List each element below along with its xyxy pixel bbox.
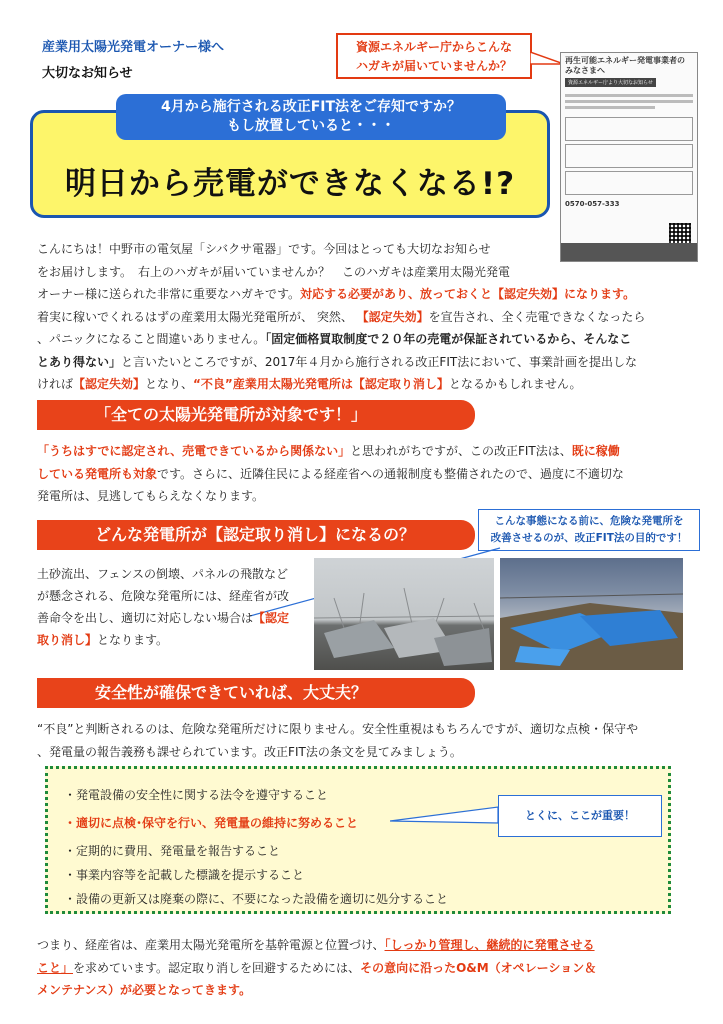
highlight-text: 「うちはすでに認定され、売電できているから関係ない」	[37, 444, 351, 458]
text-run: となります。	[97, 633, 169, 647]
postcard-title	[561, 53, 697, 76]
text-line	[37, 306, 687, 329]
text-run: と思われがちですが、この改正FIT法は、	[350, 444, 572, 458]
callout-arrow	[530, 50, 564, 70]
text-run: オーナー様に送られた非常に重要なハガキです。	[37, 287, 301, 301]
closing-paragraph	[37, 934, 687, 1002]
text-run: つまり、経産省は、産業用太陽光発電所を基幹電源と位置づけ、	[37, 938, 385, 952]
text-line	[37, 440, 687, 463]
text-line	[37, 283, 687, 306]
tarp-covered-slope-photo	[500, 558, 683, 670]
section-heading-all-plants: 「全ての太陽光発電所が対象です！」	[37, 400, 475, 430]
text-run: となり、	[145, 377, 194, 391]
highlight-text: こと」	[37, 960, 74, 975]
intro-paragraph	[37, 238, 687, 396]
text-line	[37, 351, 687, 374]
section-heading-safety: 安全性が確保できていれば、大丈夫？	[37, 678, 475, 708]
section1-paragraph	[37, 440, 687, 508]
text-line	[37, 373, 687, 396]
postcard-section	[565, 117, 693, 141]
purpose-bubble	[478, 509, 700, 551]
postcard-phone: 0570-057-333	[565, 200, 620, 208]
postcard-image	[560, 52, 698, 262]
text-line: 発電所は、見逃してもらえなくなります。	[37, 489, 265, 503]
highlight-text: 既に稼働	[571, 444, 620, 458]
text-run: となるかもしれません。	[448, 377, 582, 391]
postcard-title-line: 再生可能エネルギー発電事業者の	[565, 56, 685, 65]
subtitle-line: もし放置していると・・・	[227, 118, 395, 134]
text-run: です。さらに、近隣住民による経産省への通報制度も整備されたので、過度に不適切な	[157, 466, 624, 481]
rule-item: ・定期的に費用、発電量を報告すること	[64, 844, 281, 858]
section-heading-revocation: どんな発電所が【認定取り消し】になるの？	[37, 520, 475, 550]
subtitle-box	[116, 94, 506, 140]
text-line: 土砂流出、フェンスの倒壊、パネルの飛散など	[37, 567, 289, 581]
highlight-text: 【認定	[253, 611, 290, 625]
highlight-text: している発電所も対象	[37, 466, 158, 481]
text-run: を宣告され、全く売電できなくなったら	[428, 309, 646, 324]
postcard-callout	[336, 33, 532, 79]
text-line	[37, 934, 687, 957]
highlight-text: 【認定失効】	[356, 309, 429, 324]
text-line: “不良”と判断されるのは、危険な発電所だけに限りません。安全性重視はもちろんですが、適切な点検・保守や	[37, 722, 639, 736]
postcard-sub: 資源エネルギー庁より大切なお知らせ	[565, 78, 656, 87]
bold-text: 「固定価格買取制度で２０年の売電が保証されているから、そんなこ	[265, 332, 632, 346]
postcard-text-lines	[561, 89, 697, 114]
bold-text: とあり得ない」	[37, 354, 122, 369]
text-line	[37, 328, 687, 351]
text-run: を求めています。認定取り消しを回避するためには、	[73, 960, 361, 975]
subtitle-line: 4月から施行される改正FIT法をご存知ですか？	[160, 99, 462, 115]
section3-paragraph	[37, 718, 687, 763]
important-bubble: とくに、ここが重要！	[498, 795, 662, 837]
collapsed-panels-illustration	[314, 558, 494, 670]
rule-item: ・発電設備の安全性に関する法令を遵守すること	[64, 788, 329, 802]
text-run: と言いたいところですが、2017年４月から施行される改正FIT法において、事業計画を提出しな	[121, 354, 637, 369]
highlight-text: “不良”産業用太陽光発電所は【認定取り消し】	[193, 377, 449, 391]
rule-item: ・事業内容等を記載した標識を提示すること	[64, 868, 305, 882]
text-line: が懸念される、危険な発電所には、経産省が改	[37, 589, 290, 603]
text-line	[37, 607, 307, 629]
postcard-section	[565, 171, 693, 195]
text-run: 善命令を出し、適切に対応しない場合は	[37, 611, 254, 625]
postcard-section	[565, 144, 693, 168]
text-line: をお届けします。 右上のハガキが届いていませんか？ このハガキは産業用太陽光発電	[37, 264, 511, 279]
rule-item-important: ・適切に点検･保守を行い、発電量の維持に努めること	[64, 816, 359, 830]
highlight-text: 対応する必要があり、放っておくと【認定失効】になります。	[300, 287, 636, 301]
collapsed-panels-photo	[314, 558, 494, 670]
text-run: 、パニックになること間違いありません。	[37, 332, 266, 346]
important-pointer	[390, 805, 502, 829]
main-title: 明日から売電ができなくなる!?	[64, 166, 516, 202]
callout-line: ハガキが届いていませんか？	[355, 59, 512, 73]
text-line	[37, 957, 687, 980]
bubble-line: こんな事態になる前に、危険な発電所を	[494, 515, 684, 527]
highlight-text: 「しっかり管理し、継続的に発電させる	[384, 938, 595, 952]
highlight-text: その意向に沿ったO&M（オペレーション＆	[360, 960, 597, 975]
text-line	[37, 629, 307, 651]
text-line: 、発電量の報告義務も課せられています。改正FIT法の条文を見てみましょう。	[37, 744, 462, 759]
bubble-line: 改善させるのが、改正FIT法の目的です！	[490, 532, 688, 544]
highlight-text: 取り消し】	[37, 633, 98, 647]
highlight-text: 【認定失効】	[73, 377, 146, 391]
text-run: 着実に稼いでくれるはずの産業用太陽光発電所が、 突然、	[37, 309, 357, 324]
tarp-slope-illustration	[500, 558, 683, 670]
notice-heading: 大切なお知らせ	[42, 66, 133, 81]
postcard-title-line: みなさまへ	[565, 66, 605, 75]
owner-heading: 産業用太陽光発電オーナー様へ	[42, 40, 225, 55]
rule-item: ・設備の更新又は廃棄の際に、不要になった設備を適切に処分すること	[64, 892, 449, 906]
text-line: メンテナンス）が必要となってきます。	[37, 983, 252, 997]
callout-line: 資源エネルギー庁からこんな	[355, 40, 512, 54]
text-line	[37, 463, 687, 486]
text-line: こんにちは！中野市の電気屋「シバクサ電器」です。今回はとっても大切なお知らせ	[37, 242, 491, 256]
section2-paragraph	[37, 563, 307, 651]
text-run: ければ	[37, 377, 74, 391]
